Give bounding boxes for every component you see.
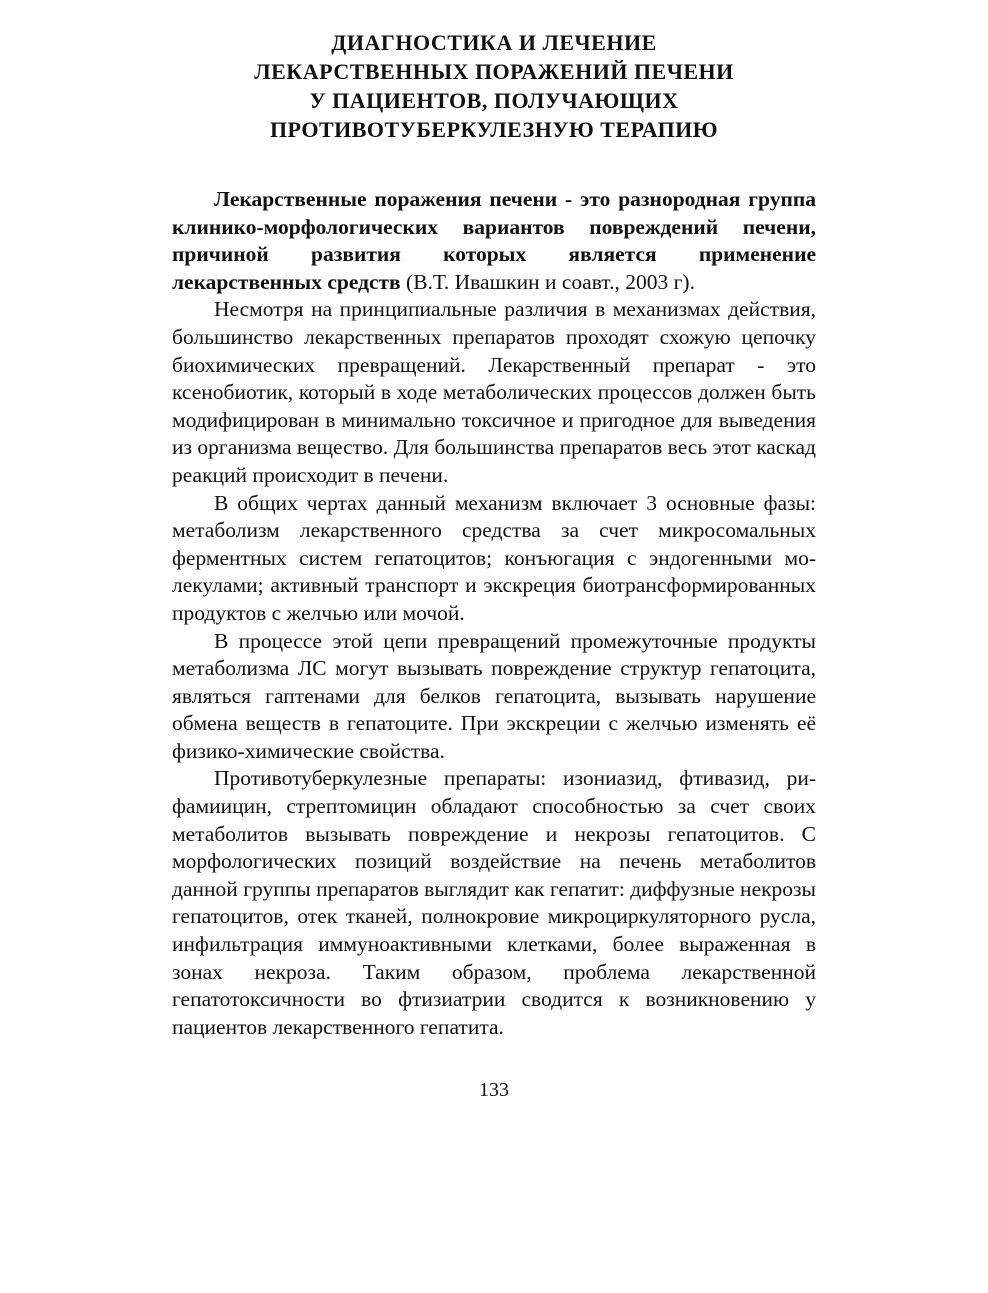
intro-definition: Лекарственные поражения печени - это разнородная группа клинико-морфологических вариантов повреждений печени, причиной развития которых является применение лекарственных средств xyxy=(172,187,816,294)
page-title xyxy=(172,28,816,144)
intro-citation: (В.Т. Ивашкин и соавт., 2003 г). xyxy=(400,269,695,294)
page-number: 133 xyxy=(479,1079,509,1101)
title-line-3: У ПАЦИЕНТОВ, ПОЛУЧАЮЩИХ xyxy=(309,88,679,113)
title-line-1: ДИАГНОСТИКА И ЛЕЧЕНИЕ xyxy=(331,30,657,55)
title-line-2: ЛЕКАРСТВЕННЫХ ПОРАЖЕНИЙ ПЕЧЕНИ xyxy=(254,59,734,84)
intro-paragraph xyxy=(172,186,816,296)
paragraph-intermediates: В процессе этой цепи превращений промежуточные продукты метаболизма ЛС могут вызывать повреждение структур гепатоцита, являться гаптенами для белков гепатоцита, вызывать нарушение обмена веществ в гепатоците. При экскреции с желчью изменять её физико-химические свойства. xyxy=(172,628,816,763)
paragraph-phases: В общих чертах данный механизм включает 3 основные фазы: метаболизм лекарственного средства за счет микросомальных ферментных систем гепатоцитов; конъюгация с эндогенными молекулами; активный транспорт и экскреция биотрансформированных продуктов с желчью или мочой. xyxy=(172,490,816,625)
paragraph-metabolism: Несмотря на принципиальные различия в механизмах действия, большинство лекарственных препаратов проходят схожую цепочку биохимических превращений. Лекарственный препарат - это ксенобиотик, который в ходе метаболических процессов должен быть модифицирован в минимально токсичное и пригодное для выведения из организма вещество. Для большинства препаратов весь этот каскад реакций происходит в печени. xyxy=(172,297,816,487)
title-line-4: ПРОТИВОТУБЕРКУЛЕЗНУЮ ТЕРАПИЮ xyxy=(269,117,719,142)
paragraph-tb-drugs: Противотуберкулезные препараты: изониазид, фтивазид, рифамиицин, стрептомицин обладают способностью за счет своих метаболитов вызывать повреждение и некрозы гепатоцитов. С морфологических позиций воздействие на печень метаболитов данной группы препаратов выглядит как гепатит: диффузные некрозы гепатоцитов, отек тканей, полнокровие микроциркуляторного русла, инфильтрация иммуноактивными клетками, более выраженная в зонах некроза. Таким образом, проблема лекарственной гепатотоксичности во фтизиатрии сводится к возникновению у пациентов лекарственного гепатита. xyxy=(172,766,816,1039)
page-content xyxy=(172,28,816,1041)
article-body xyxy=(172,186,816,1041)
